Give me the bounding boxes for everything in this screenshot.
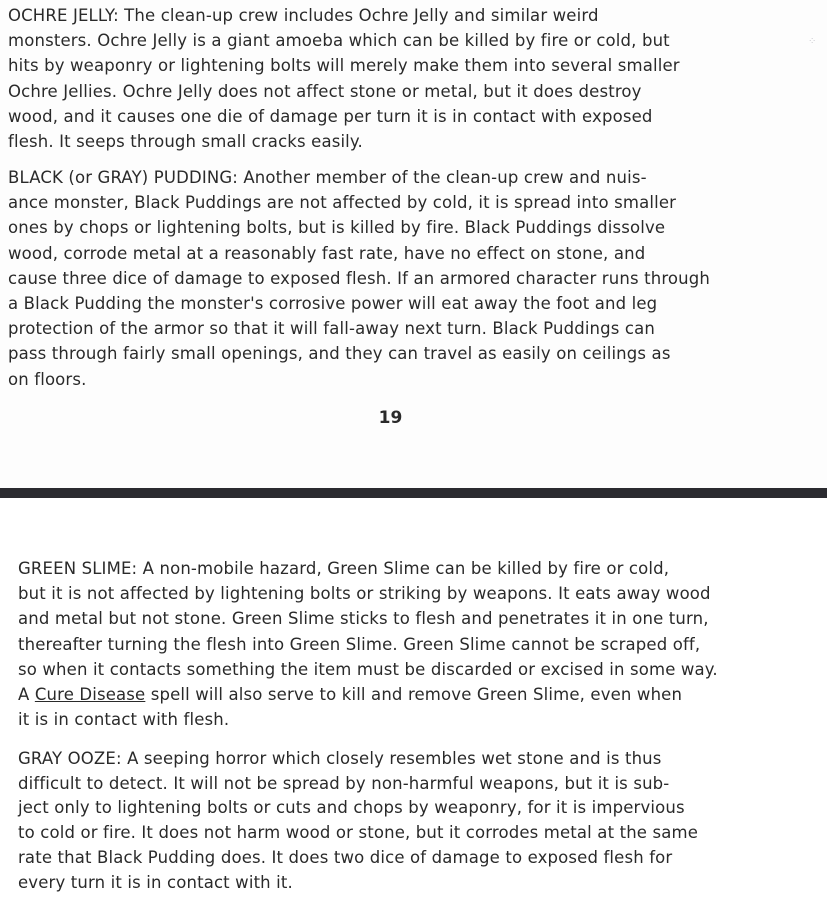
gray-ooze-paragraph: GRAY OOZE: A seeping horror which closely resembles wet stone and is thus difficult to detect. It will not be spread by non-harmful weapons, but it is sub- ject only to lightening bolts or cuts and chops by weaponry, for it is impervious to cold or fire. It does not harm wood or stone, but it corrodes metal at the same rate that Black Pudding does. It does two dice of damage to exposed flesh for every turn it is in contact with it. — [18, 749, 699, 892]
ochre-jelly-paragraph: OCHRE JELLY: The clean-up crew includes Ochre Jelly and similar weird monsters. Ochre Jelly is a giant amoeba which can be killed by fire or cold, but hits by weaponry or lightening bolts will merely make them into several smaller Ochre Jellies. Ochre Jelly does not affect stone or metal, but it does destroy wood, and it causes one die of damage per turn it is in contact with exposed flesh. It seeps through small cracks easily. — [8, 6, 680, 152]
page-divider — [0, 488, 827, 498]
green-slime-paragraph — [18, 556, 718, 732]
green-slime-text-end: spell will also serve to kill and remove Green Slime, even when it is in contact with flesh. — [18, 685, 683, 730]
scan-artifact-mark: ⁘ — [808, 36, 817, 47]
green-slime-text-start: GREEN SLIME: A non-mobile hazard, Green Slime can be killed by fire or cold, but it is not affected by lightening bolts or striking by weapons. It eats away wood and metal but not stone. Green Slime sticks to flesh and penetrates it in one turn, thereafter turning the flesh into Green Slime. Green Slime cannot be scraped off, so when it contacts something the item must be discarded or excised in some way. A — [18, 559, 718, 705]
page-number: 19 — [378, 408, 403, 428]
cure-disease-spell-name: Cure Disease — [34, 685, 146, 705]
black-pudding-paragraph: BLACK (or GRAY) PUDDING: Another member of the clean-up crew and nuis- ance monster, Black Puddings are not affected by cold, it is spread into smaller ones by chops or lightening bolts, but is killed by fire. Black Puddings dissolve wood, corrode metal at a reasonably fast rate, have no effect on stone, and cause three dice of damage to exposed flesh. If an armored character runs through a Black Pudding the monster's corrosive power will eat away the foot and leg protection of the armor so that it will fall-away next turn. Black Puddings can pass through fairly small openings, and they can travel as easily on ceilings as on floors. — [8, 168, 710, 389]
